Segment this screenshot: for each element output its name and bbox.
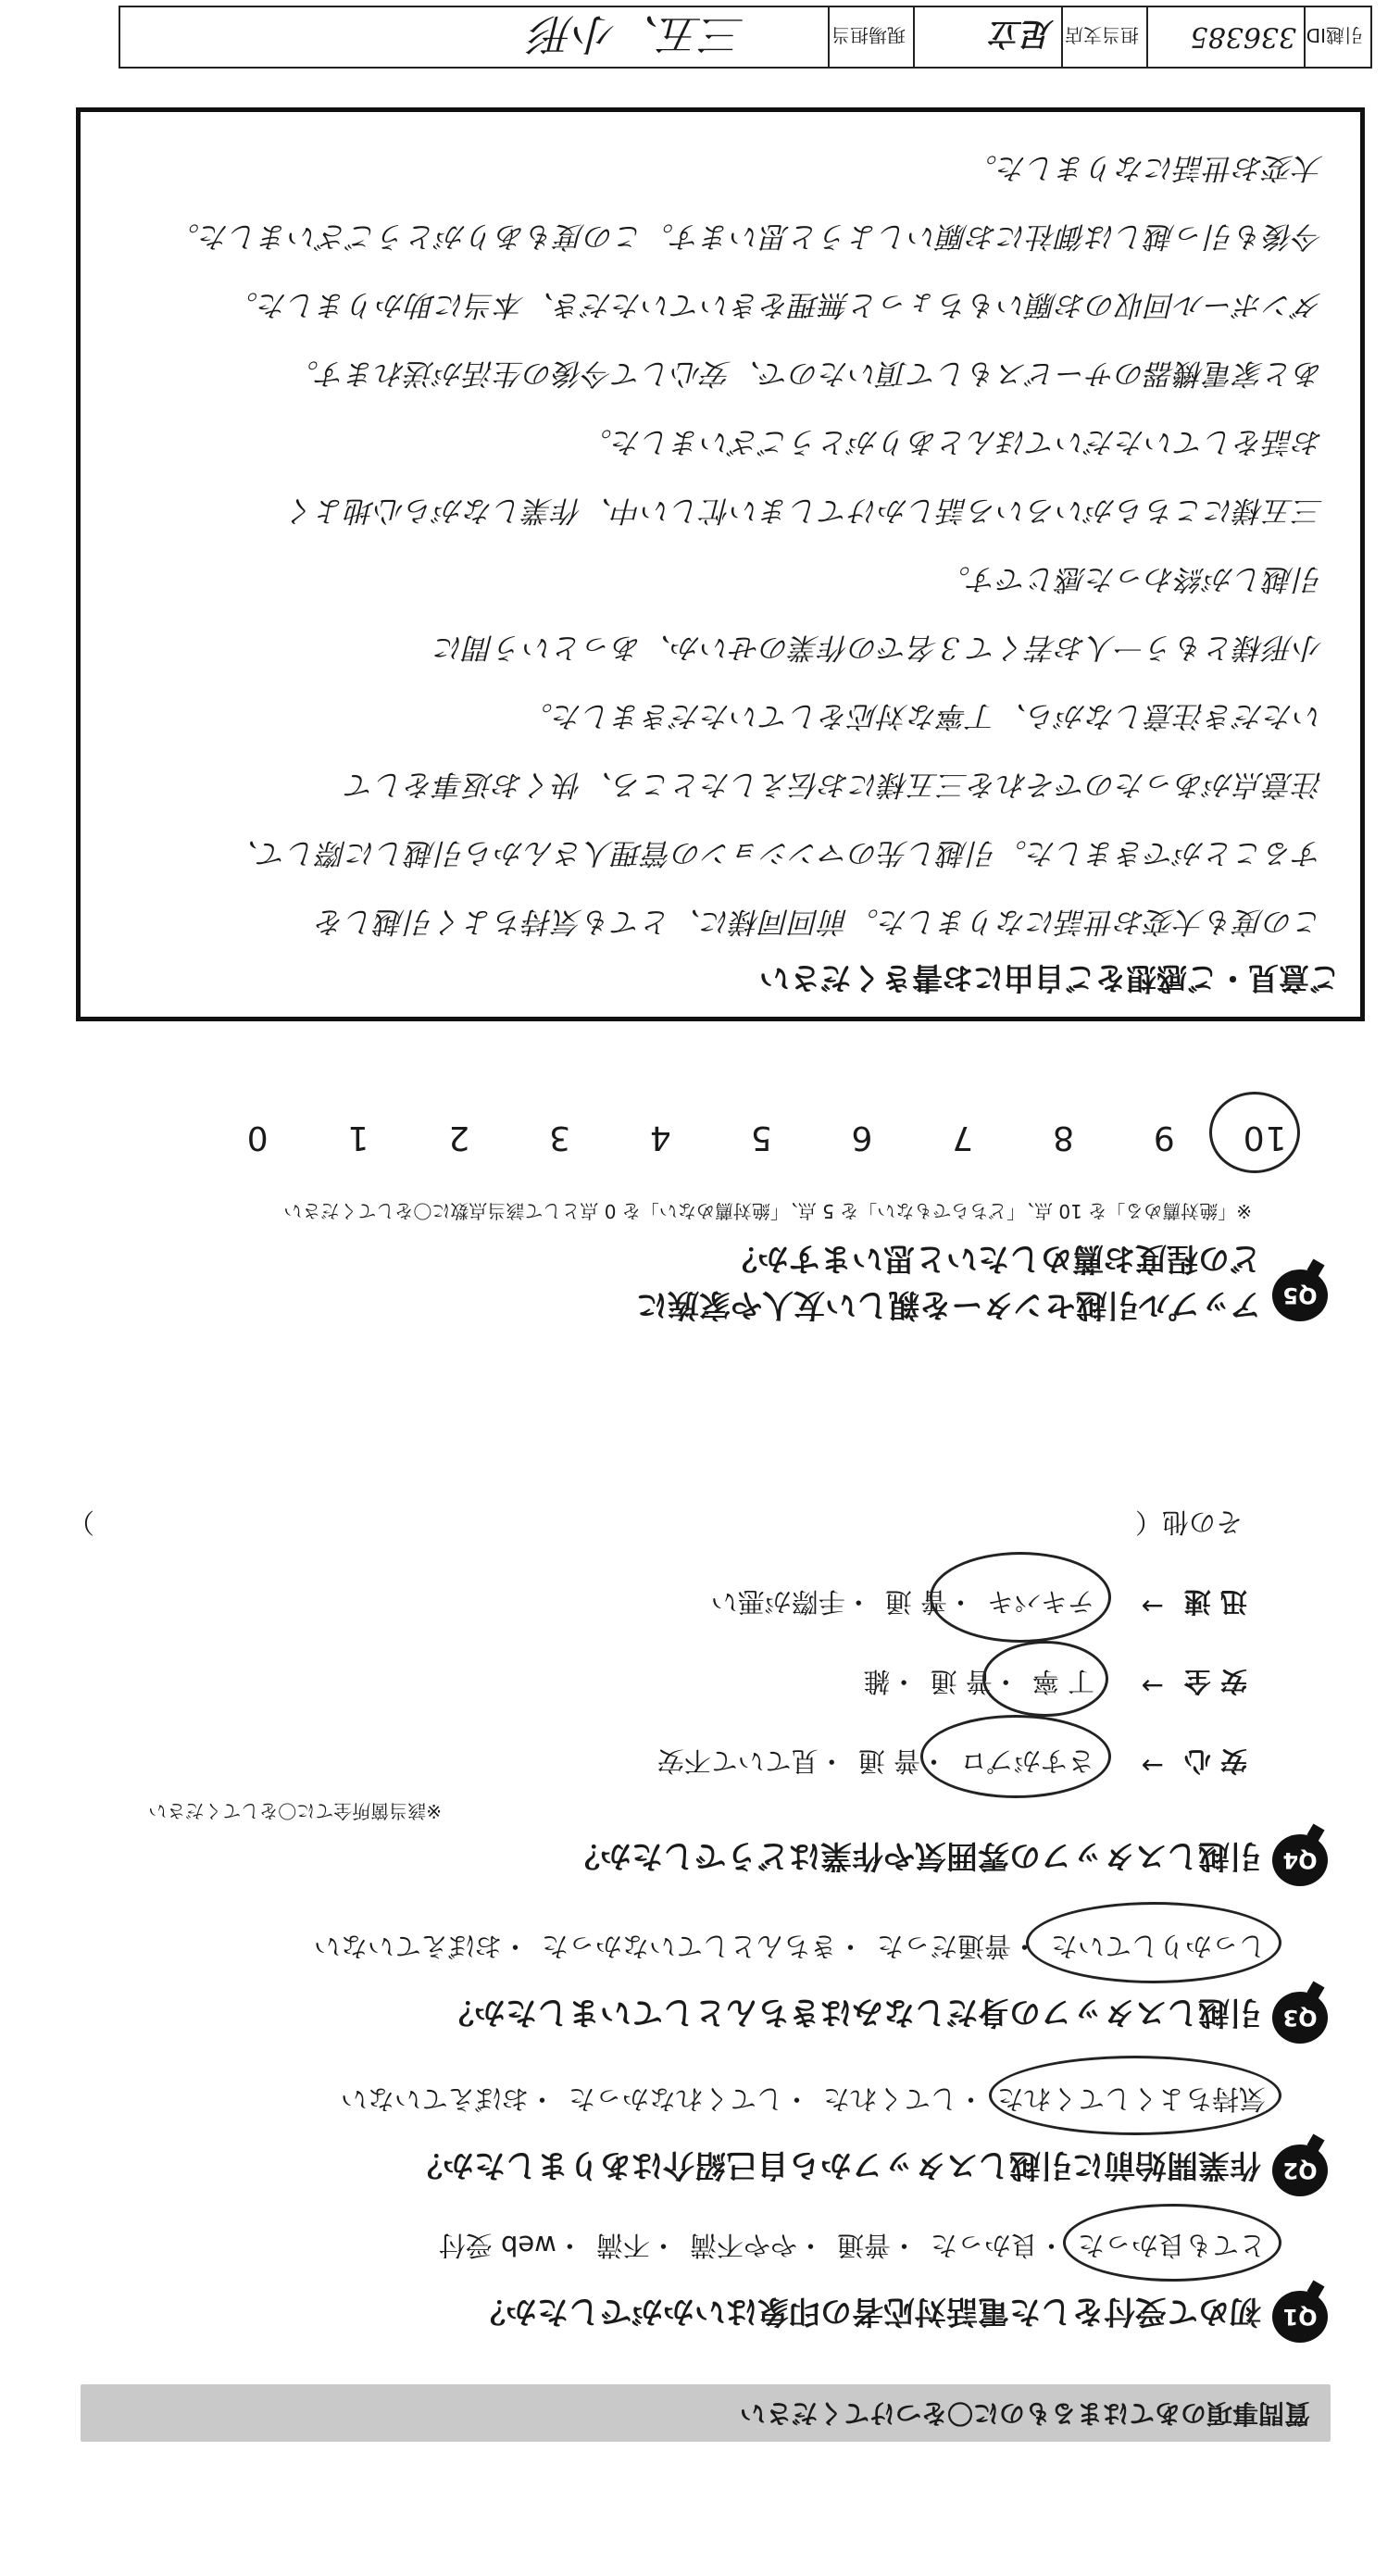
staff-label: 現場担当	[828, 7, 913, 67]
q5-badge: Q5	[1272, 1269, 1328, 1321]
q4-note: ※該当箇所全てに〇をしてください	[148, 1800, 442, 1822]
q4-option[interactable]: ・普 通	[857, 1745, 947, 1777]
comment-line: することができました。引越し先のマンションの管理人さんから引越しに際して、	[229, 836, 1323, 869]
score-10[interactable]: 10	[1242, 1119, 1287, 1157]
q2-option[interactable]: ・してくれなかった	[568, 2083, 810, 2115]
comment-line: 三五様にこちらがいろいろ話しかけてしまい忙しい中、作業しながら心地よく	[285, 494, 1323, 527]
comment-line: いただき注意しながら、丁寧な対応をしていただきました。	[522, 699, 1323, 732]
q4-row-label-jinsoku: 迅 速	[1183, 1586, 1247, 1618]
q2-option[interactable]: ・してくれた	[822, 2083, 984, 2115]
q1-option[interactable]: とても良かった	[1077, 2230, 1266, 2261]
q2-option[interactable]: 気持ちよくしてくれた	[996, 2083, 1266, 2115]
q4-anshin-selection-circle	[920, 1715, 1111, 1798]
q3-selection-circle	[1026, 1902, 1281, 1983]
q4-option[interactable]: ・普 通	[930, 1666, 1019, 1697]
score-6[interactable]: 6	[850, 1119, 873, 1157]
q1-selection-circle	[1063, 2204, 1281, 2282]
score-5[interactable]: 5	[749, 1119, 772, 1157]
branch-label: 担当支店	[1061, 7, 1146, 67]
q5-scale	[206, 1119, 1315, 1157]
q4-other-label: その他（	[1134, 1507, 1243, 1538]
q4-option[interactable]: テキパキ	[986, 1586, 1094, 1618]
comment-line: お話をしていただいてほんとありがとうございました。	[581, 425, 1323, 458]
comment-line: あと家電機器のサービスもして頂いたので、安心して今後の生活が送れます。	[289, 356, 1323, 390]
score-3[interactable]: 3	[548, 1119, 570, 1157]
q1-option[interactable]: ・良かった	[930, 2230, 1065, 2261]
comment-line: 注意点があったのでそれを三五様にお伝えしたところ、快くお返事をして	[345, 768, 1323, 801]
q3-option[interactable]: ・普通だった	[876, 1931, 1038, 1962]
q4-badge: Q4	[1272, 1834, 1328, 1886]
branch-value[interactable]: 足立	[913, 7, 1061, 67]
q1-option[interactable]: ・不満	[595, 2230, 677, 2261]
score-2[interactable]: 2	[447, 1119, 470, 1157]
comments-box	[76, 107, 1365, 1021]
q3-option[interactable]: ・おぼえていない	[313, 1931, 529, 1962]
q4-option[interactable]: さすがプロ	[959, 1745, 1094, 1777]
q5-selection-circle	[1209, 1092, 1300, 1173]
q4-question: 引越しスタッフの雰囲気や作業はどうでしたか？	[569, 1837, 1261, 1874]
q4-other-close: ）	[67, 1507, 94, 1538]
q1-option[interactable]: ・普通	[836, 2230, 918, 2261]
q4-option[interactable]: ・雑	[863, 1666, 918, 1697]
q2-question: 作業開始前に引越しスタッフから自己紹介はありましたか？	[411, 2146, 1261, 2183]
q1-option[interactable]: ・web 受付	[438, 2230, 583, 2261]
score-9[interactable]: 9	[1152, 1119, 1175, 1157]
instruction-header: 質問事項のあてはまるものに〇をつけてください	[81, 2384, 1331, 2442]
arrow-icon: →	[1141, 1591, 1164, 1622]
q4-option[interactable]: ・手際が悪い	[710, 1586, 872, 1618]
q4-option[interactable]: ・普 通	[884, 1586, 974, 1618]
arrow-icon: →	[1141, 1750, 1164, 1782]
q4-jinsoku-selection-circle	[930, 1552, 1111, 1643]
q4-row-label-anzen: 安 全	[1183, 1666, 1247, 1697]
comment-line: ダンボール回収のお願いもちょっと無理をきいていただき、本当に助かりました。	[228, 288, 1323, 321]
score-8[interactable]: 8	[1052, 1119, 1074, 1157]
q1-question: 初めて受付をした電話対応者の印象はいかがでしたか？	[474, 2293, 1261, 2330]
score-7[interactable]: 7	[951, 1119, 974, 1157]
move-id-value[interactable]: 336385	[1146, 7, 1304, 67]
q3-option[interactable]: しっかりしていた	[1050, 1931, 1266, 1962]
q4-option[interactable]: 丁 寧	[1031, 1666, 1094, 1697]
footer-table	[119, 6, 1372, 69]
q2-option[interactable]: ・おぼえていない	[340, 2083, 556, 2115]
staff-value[interactable]: 三五、小形	[531, 9, 744, 59]
score-0[interactable]: 0	[245, 1119, 269, 1157]
q5-note: ※「絶対薦める」を 10 点、「どちらでもない」を 5 点、「絶対薦めない」を 0 点として該当点数に〇をしてください	[283, 1200, 1252, 1222]
q4-anzen-selection-circle	[982, 1641, 1108, 1717]
q1-badge: Q1	[1272, 2291, 1328, 2343]
q3-option[interactable]: ・きちんとしていなかった	[541, 1931, 864, 1962]
comments-title: ご意見・ご感想をご自由にお書きください	[759, 960, 1340, 996]
score-1[interactable]: 1	[346, 1119, 369, 1157]
move-id-label: 引越ID	[1304, 7, 1370, 67]
q3-question: 引越しスタッフの身だしなみはきちんとしていましたか？	[443, 1994, 1261, 2031]
q5-question-line1: アップル引越センターを親しい友人や家族に	[636, 1286, 1261, 1323]
comment-line: 引越しが終わった感じです。	[940, 562, 1323, 595]
q3-badge: Q3	[1272, 1992, 1328, 2044]
comment-line: この度も大変お世話になりました。前回同様に、とても気持ちよく引越しを	[315, 905, 1323, 938]
q2-badge: Q2	[1272, 2145, 1328, 2196]
q4-row-label-anshin: 安 心	[1183, 1745, 1247, 1777]
q4-option[interactable]: ・見ていて不安	[656, 1745, 845, 1777]
arrow-icon: →	[1141, 1670, 1164, 1702]
comment-line: 大変お世話になりました。	[967, 151, 1323, 184]
comment-line: 今後も引っ越しは御社にお願いしようと思います。この度もありがとうございました。	[169, 219, 1323, 253]
score-4[interactable]: 4	[648, 1119, 671, 1157]
q2-selection-circle	[989, 2056, 1281, 2135]
q1-option[interactable]: ・やや不満	[689, 2230, 824, 2261]
q5-question-line2: どの程度お薦めしたいと思いますか？	[726, 1240, 1261, 1277]
comment-line: 小形様ともう一人お若くて３名での作業のせいか、あっという間に	[434, 631, 1323, 664]
